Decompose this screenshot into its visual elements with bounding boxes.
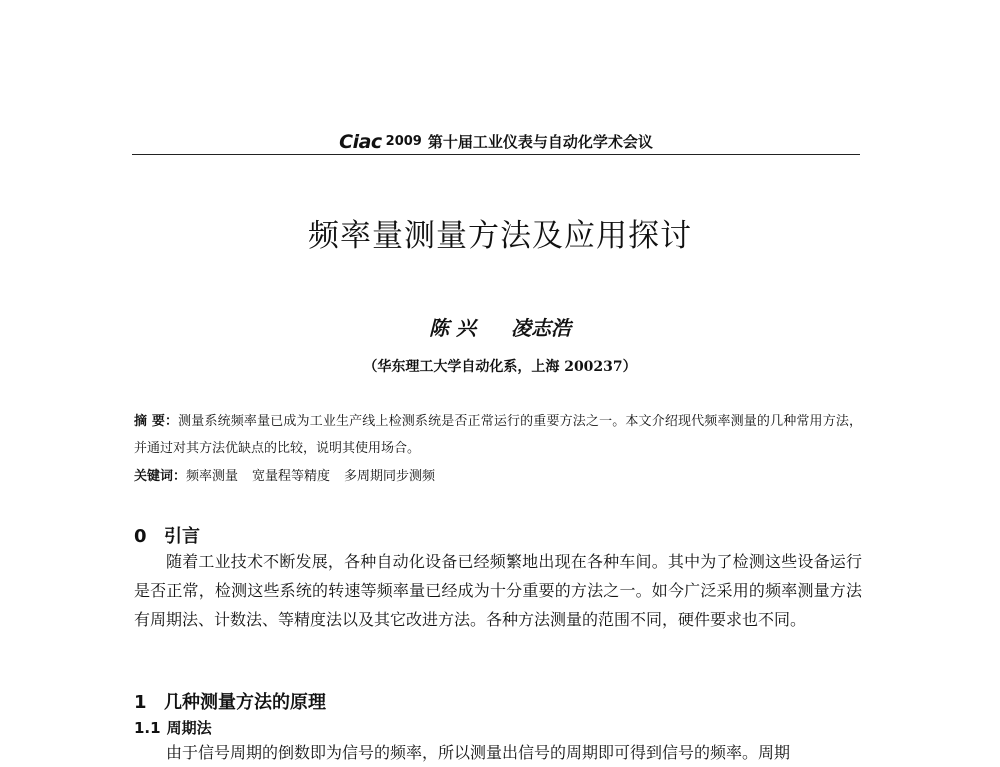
- section-number: 1: [134, 692, 147, 713]
- keyword: 频率测量: [186, 469, 239, 484]
- author-name: 陈 兴: [429, 316, 476, 340]
- section-heading-introduction: [134, 522, 200, 548]
- affiliation: （华东理工大学自动化系，上海 200237）: [363, 359, 637, 375]
- running-header: [132, 124, 860, 155]
- introduction-paragraph: 随着工业技术不断发展，各种自动化设备已经频繁地出现在各种车间。其中为了检测这些设备运行是否正常，检测这些系统的转速等频率量已经成为十分重要的方法之一。如今广泛采用的频率测量方法有周期法、计数法、等精度法以及其它改进方法。各种方法测量的范围不同，硬件要求也不同。: [134, 552, 862, 629]
- period-method-paragraph: 由于信号周期的倒数即为信号的频率，所以测量出信号的周期即可得到信号的频率。周期: [166, 743, 791, 762]
- authors: [0, 312, 1000, 341]
- abstract-label: 摘 要：: [134, 414, 179, 429]
- keywords-label: 关键词：: [134, 469, 187, 484]
- section-number: 0: [134, 526, 147, 547]
- paper-title: 频率量测量方法及应用探讨: [308, 218, 692, 254]
- subsection-heading-period-method: [134, 717, 212, 738]
- conference-name: 第十届工业仪表与自动化学术会议: [427, 133, 653, 151]
- subsection-number: 1.1: [134, 719, 161, 737]
- section-heading-methods: [134, 688, 326, 714]
- abstract: [134, 408, 862, 462]
- keyword: 宽量程等精度: [252, 469, 331, 484]
- section-title: 几种测量方法的原理: [164, 692, 326, 713]
- section-title: 引言: [164, 526, 200, 547]
- keywords: [134, 465, 862, 489]
- keyword: 多周期同步测频: [344, 469, 436, 484]
- subsection-title: 周期法: [166, 719, 212, 737]
- author-name: 凌志浩: [510, 316, 571, 340]
- conference-year: 2009: [385, 134, 422, 149]
- conference-logo: Ciac: [339, 131, 382, 153]
- abstract-text: 测量系统频率量已成为工业生产线上检测系统是否正常运行的重要方法之一。本文介绍现代频率测量的几种常用方法，并通过对其方法优缺点的比较，说明其使用场合。: [134, 414, 862, 456]
